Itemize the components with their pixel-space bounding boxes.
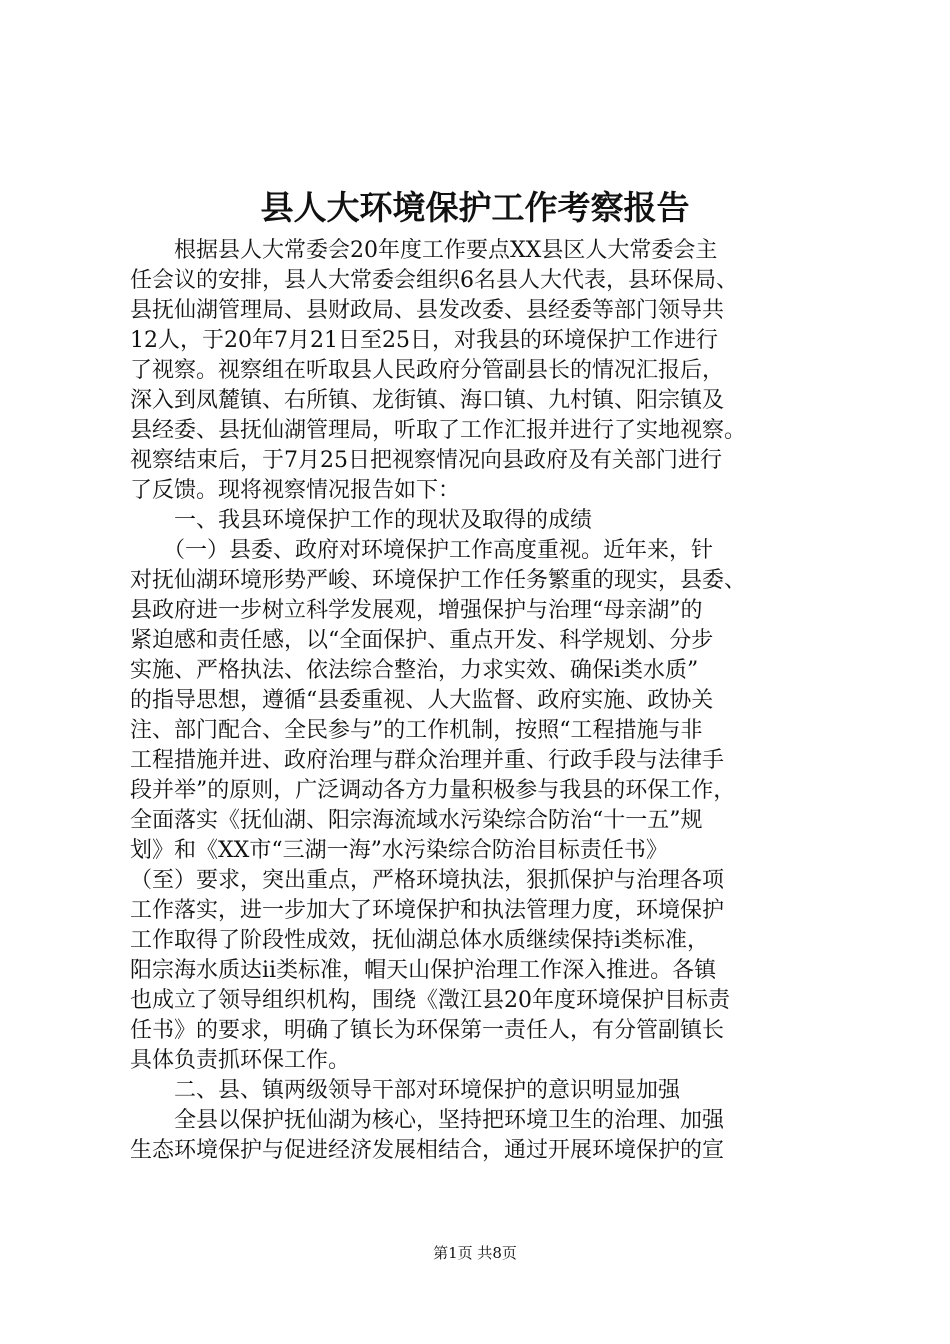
body-line: 视察结束后，于7月25日把视察情况向县政府及有关部门进行 — [130, 448, 722, 473]
body-line: 县政府进一步树立科学发展观，增强保护与治理“母亲湖”的 — [130, 598, 703, 623]
body-line: 县经委、县抚仙湖管理局，听取了工作汇报并进行了实地视察。 — [130, 418, 747, 443]
body-line: 12人，于20年7月21日至25日，对我县的环境保护工作进行 — [130, 328, 718, 353]
body-line: （至）要求，突出重点，严格环境执法，狠抓保护与治理各项 — [130, 868, 725, 893]
body-line: 对抚仙湖环境形势严峻、环境保护工作任务繁重的现实，县委、 — [130, 568, 747, 593]
body-line: 深入到凤麓镇、右所镇、龙街镇、海口镇、九村镇、阳宗镇及 — [130, 388, 725, 413]
body-line: 全县以保护抚仙湖为核心，坚持把环境卫生的治理、加强 — [130, 1108, 725, 1133]
body-line: 的指导思想，遵循“县委重视、人大监督、政府实施、政协关 — [130, 688, 714, 713]
page-footer: 第1页 共8页 — [433, 1244, 517, 1262]
body-line: 也成立了领导组织机构，围绕《澂江县20年度环境保护目标责 — [130, 988, 730, 1013]
body-line: 工程措施并进、政府治理与群众治理并重、行政手段与法律手 — [130, 748, 725, 773]
body-line: 工作取得了阶段性成效，抚仙湖总体水质继续保持ⅰ类标准， — [130, 928, 710, 953]
body-line: 注、部门配合、全民参与”的工作机制，按照“工程措施与非 — [130, 718, 703, 743]
body-line: 段并举”的原则，广泛调动各方力量积极参与我县的环保工作， — [130, 778, 736, 803]
body-line: 任会议的安排，县人大常委会组织6名县人大代表，县环保局、 — [130, 268, 738, 293]
document-body — [130, 236, 830, 1166]
body-line: 具体负责抓环保工作。 — [130, 1048, 351, 1073]
body-line: 阳宗海水质达ⅱ类标准，帽天山保护治理工作深入推进。各镇 — [130, 958, 717, 983]
body-line: 根据县人大常委会20年度工作要点XX县区人大常委会主 — [130, 238, 718, 263]
section-heading: 二、县、镇两级领导干部对环境保护的意识明显加强 — [130, 1078, 681, 1103]
body-line: 任书》的要求，明确了镇长为环保第一责任人，有分管副镇长 — [130, 1018, 725, 1043]
body-line: 了反馈。现将视察情况报告如下： — [130, 478, 461, 503]
body-line: （一）县委、政府对环境保护工作高度重视。近年来，针 — [130, 538, 714, 563]
body-line: 全面落实《抚仙湖、阳宗海流域水污染综合防治“十一五”规 — [130, 808, 703, 833]
body-line: 县抚仙湖管理局、县财政局、县发改委、县经委等部门领导共 — [130, 298, 725, 323]
body-line: 生态环境保护与促进经济发展相结合，通过开展环境保护的宣 — [130, 1138, 725, 1163]
body-line: 紧迫感和责任感，以“全面保护、重点开发、科学规划、分步 — [130, 628, 714, 653]
body-line: 了视察。视察组在听取县人民政府分管副县长的情况汇报后， — [130, 358, 725, 383]
body-line: 划》和《XX市“三湖一海”水污染综合防治目标责任书》 — [130, 838, 668, 863]
document-title: 县人大环境保护工作考察报告 — [260, 188, 690, 227]
body-line: 工作落实，进一步加大了环境保护和执法管理力度，环境保护 — [130, 898, 725, 923]
section-heading: 一、我县环境保护工作的现状及取得的成绩 — [130, 508, 593, 533]
body-line: 实施、严格执法、依法综合整治，力求实效、确保ⅰ类水质” — [130, 658, 699, 683]
